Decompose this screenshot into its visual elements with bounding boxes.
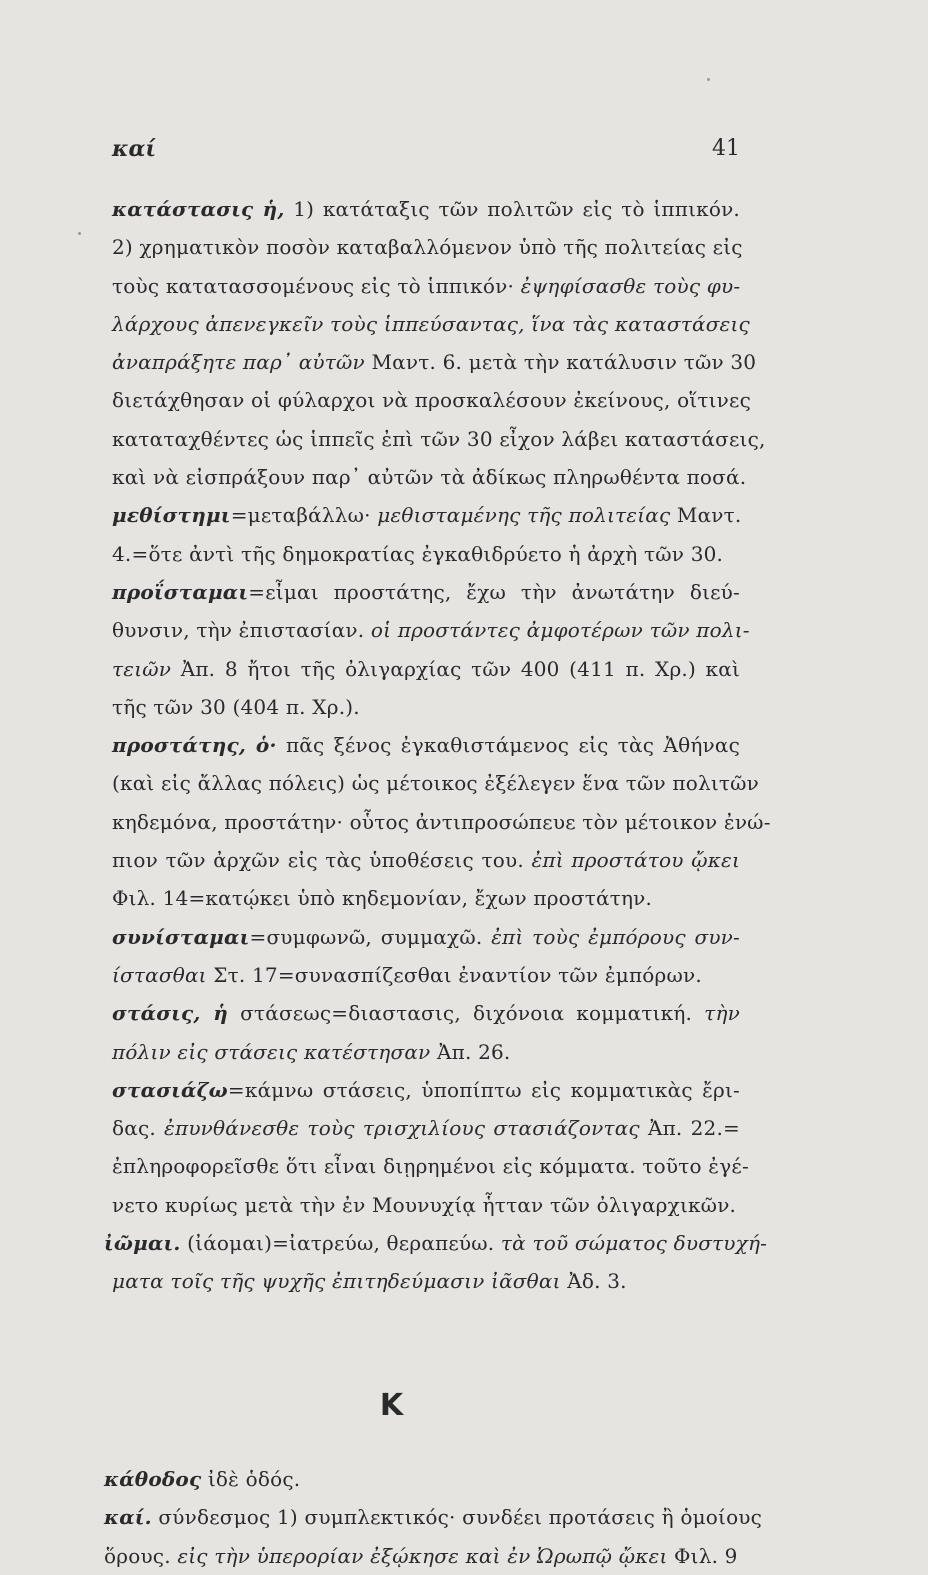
text-line <box>112 228 743 266</box>
text-line <box>112 1147 749 1185</box>
quotation: ἀναπράξητε παρ᾿ αὐτῶν <box>112 350 365 375</box>
definition-text: πᾶς ξένος ἐγκαθιστάμενος εἰς τὰς Ἀθήνας <box>276 733 740 758</box>
text-line <box>112 841 740 879</box>
headword: στάσις, ἡ <box>112 1001 229 1026</box>
definition-text: =μεταβάλλω· <box>230 503 371 528</box>
definition-text: ἰδὲ ὁδός. <box>201 1467 301 1491</box>
dictionary-entries-k <box>104 1460 763 1575</box>
definition-text: καὶ νὰ εἰσπράξουν παρ᾿ αὐτῶν τὰ ἀδίκως πληρωθέντα ποσά. <box>112 465 747 490</box>
page-header <box>112 136 740 166</box>
definition-text: καταταχθέντες ὡς ἱππεῖς ἐπὶ τῶν 30 εἶχον λάβει καταστάσεις, <box>112 426 766 451</box>
definition-text: δας. <box>112 1116 156 1141</box>
definition-text: Ἀπ. 22.= <box>639 1116 740 1141</box>
definition-text: κηδεμόνα, προστάτην· οὗτος ἀντιπροσώπευε τὸν μέτοικον ἐνώ- <box>112 809 771 834</box>
definition-text: Φιλ. 14=κατῴκει ὑπὸ κηδεμονίαν, ἔχων προστάτην. <box>112 886 653 911</box>
text-line <box>104 1224 768 1262</box>
text-line <box>112 381 751 419</box>
text-line <box>112 458 747 496</box>
text-line <box>112 267 740 305</box>
definition-text: Φιλ. 9 <box>667 1543 738 1568</box>
quotation: ίστασθαι <box>112 962 207 987</box>
quotation: μεθισταμένης τῆς πολιτείας <box>370 503 671 528</box>
definition-text: σύνδεσμος 1) συμπλεκτικός· συνδέει προτάσεις ἢ ὁμοίους <box>151 1505 763 1530</box>
text-line <box>112 764 760 802</box>
text-line <box>112 650 740 688</box>
text-line <box>112 343 757 381</box>
definition-text: τοὺς κατατασσομένους εἰς τὸ ἱππικόν· <box>112 273 515 298</box>
quotation: τειῶν <box>112 656 172 681</box>
quotation: ἐπὶ προστάτου ᾤκει <box>523 848 740 873</box>
quotation: πόλιν εἰς στάσεις κατέστησαν <box>112 1039 431 1064</box>
text-line <box>112 535 740 573</box>
text-line <box>112 879 740 917</box>
headword: κατάστασις ἡ, <box>112 197 285 221</box>
text-line <box>112 1109 740 1147</box>
text-line <box>112 1033 740 1071</box>
definition-text: Στ. 17=συνασπίζεσθαι ἐναντίον τῶν ἐμπόρων. <box>206 962 702 987</box>
paper-speck <box>707 78 710 81</box>
section-letter: Κ <box>379 1388 405 1423</box>
definition-text: τῆς τῶν 30 (404 π. Χρ.). <box>112 694 360 719</box>
quotation: ἐπὶ τοὺς ἐμπόρους συν- <box>482 924 740 949</box>
running-head: καί <box>112 136 157 162</box>
quotation: λάρχους ἀπενεγκεῖν τοὺς ἱππεύσαντας, ἵνα τὰς καταστάσεις <box>112 311 750 336</box>
definition-text: =συμφωνῶ, συμμαχῶ. <box>249 924 483 949</box>
definition-text: =κάμνω στάσεις, ὑποπίπτω εἰς κομματικὰς ἔρι- <box>227 1077 740 1102</box>
quotation: ἐπυνθάνεσθε τοὺς τρισχιλίους στασιάζοντας <box>155 1116 640 1141</box>
definition-text: νετο κυρίως μετὰ τὴν ἐν Μουνυχίᾳ ἧτταν τῶν ὀλιγαρχικῶν. <box>112 1192 737 1217</box>
definition-text: (καὶ εἰς ἄλλας πόλεις) ὡς μέτοικος ἐξέλεγεν ἕνα τῶν πολιτῶν <box>112 771 760 796</box>
text-line <box>112 918 740 956</box>
text-line <box>112 611 750 649</box>
definition-text: Μαντ. <box>670 503 742 528</box>
text-line <box>112 420 766 458</box>
quotation: τὰ τοῦ σώματος δυστυχή- <box>494 1231 768 1256</box>
text-line <box>104 1537 740 1575</box>
headword: κάθοδος <box>104 1467 202 1491</box>
dictionary-entries <box>104 190 771 1301</box>
text-line <box>112 688 740 726</box>
definition-text: Ἀπ. 26. <box>430 1039 511 1064</box>
definition-text: Ἀδ. 3. <box>560 1269 627 1294</box>
quotation: ἐψηφίσασθε τοὺς φυ- <box>514 273 741 298</box>
headword: ἰῶμαι. <box>104 1231 181 1256</box>
text-line <box>104 1498 763 1536</box>
definition-text: (ἰάομαι)=ἰατρεύω, θεραπεύω. <box>180 1231 495 1256</box>
definition-text: στάσεως=διαστασις, διχόνοια κομματική. <box>228 1001 693 1026</box>
definition-text: 2) χρηματικὸν ποσὸν καταβαλλόμενον ὑπὸ τῆς πολιτείας εἰς <box>112 235 743 260</box>
definition-text: πιον τῶν ἀρχῶν εἰς τὰς ὑποθέσεις του. <box>112 848 524 873</box>
quotation: τὴν <box>692 1001 740 1026</box>
definition-text: θυνσιν, τὴν ἐπιστασίαν. <box>112 618 365 643</box>
page-number: 41 <box>712 136 740 161</box>
definition-text: διετάχθησαν οἱ φύλαρχοι νὰ προσκαλέσουν ἐκείνους, οἵτινες <box>112 388 751 413</box>
headword: μεθίστημι <box>112 503 231 528</box>
headword: προστάτης, ὁ· <box>112 733 277 758</box>
headword: καί. <box>104 1505 152 1530</box>
definition-text: Μαντ. 6. μετὰ τὴν κατάλυσιν τῶν 30 <box>364 350 757 375</box>
text-line <box>112 994 740 1032</box>
definition-text: Ἀπ. 8 ἤτοι τῆς ὀλιγαρχίας τῶν 400 (411 π. Χρ.) καὶ <box>171 656 740 681</box>
definition-text: 1) κατάταξις τῶν πολιτῶν εἰς τὸ ἱππικόν. <box>284 197 740 221</box>
definition-text: ὅρους. <box>104 1543 171 1568</box>
text-line <box>112 726 740 764</box>
definition-text: =εἶμαι προστάτης, ἔχω τὴν ἀνωτάτην διεύ- <box>248 579 740 604</box>
text-line <box>112 496 740 534</box>
text-line <box>112 1262 740 1300</box>
text-line <box>112 305 750 343</box>
headword: προΐσταμαι <box>112 579 249 604</box>
headword: συνίσταμαι <box>112 924 250 949</box>
text-line <box>112 1071 740 1109</box>
quotation: εἰς τὴν ὑπερορίαν ἐξῴκησε καὶ ἐν Ὠρωπῷ ᾤκει <box>170 1543 668 1568</box>
text-line <box>112 956 740 994</box>
text-line <box>112 1186 740 1224</box>
quotation: ματα τοῖς τῆς ψυχῆς ἐπιτηδεύμασιν ἰᾶσθαι <box>112 1269 561 1294</box>
text-line <box>104 1460 740 1498</box>
headword: στασιάζω <box>112 1077 228 1102</box>
definition-text: ἐπληροφορεῖσθε ὅτι εἶναι διῃρημένοι εἰς κόμματα. τοῦτο ἐγέ- <box>112 1154 749 1179</box>
quotation: οἱ προστάντες ἀμφοτέρων τῶν πολι- <box>364 618 750 643</box>
paper-speck <box>78 232 81 235</box>
text-line <box>112 803 771 841</box>
text-line <box>112 190 740 228</box>
definition-text: 4.=ὅτε ἀντὶ τῆς δημοκρατίας ἐγκαθιδρύετο ἡ ἀρχὴ τῶν 30. <box>112 541 724 566</box>
text-line <box>112 573 740 611</box>
